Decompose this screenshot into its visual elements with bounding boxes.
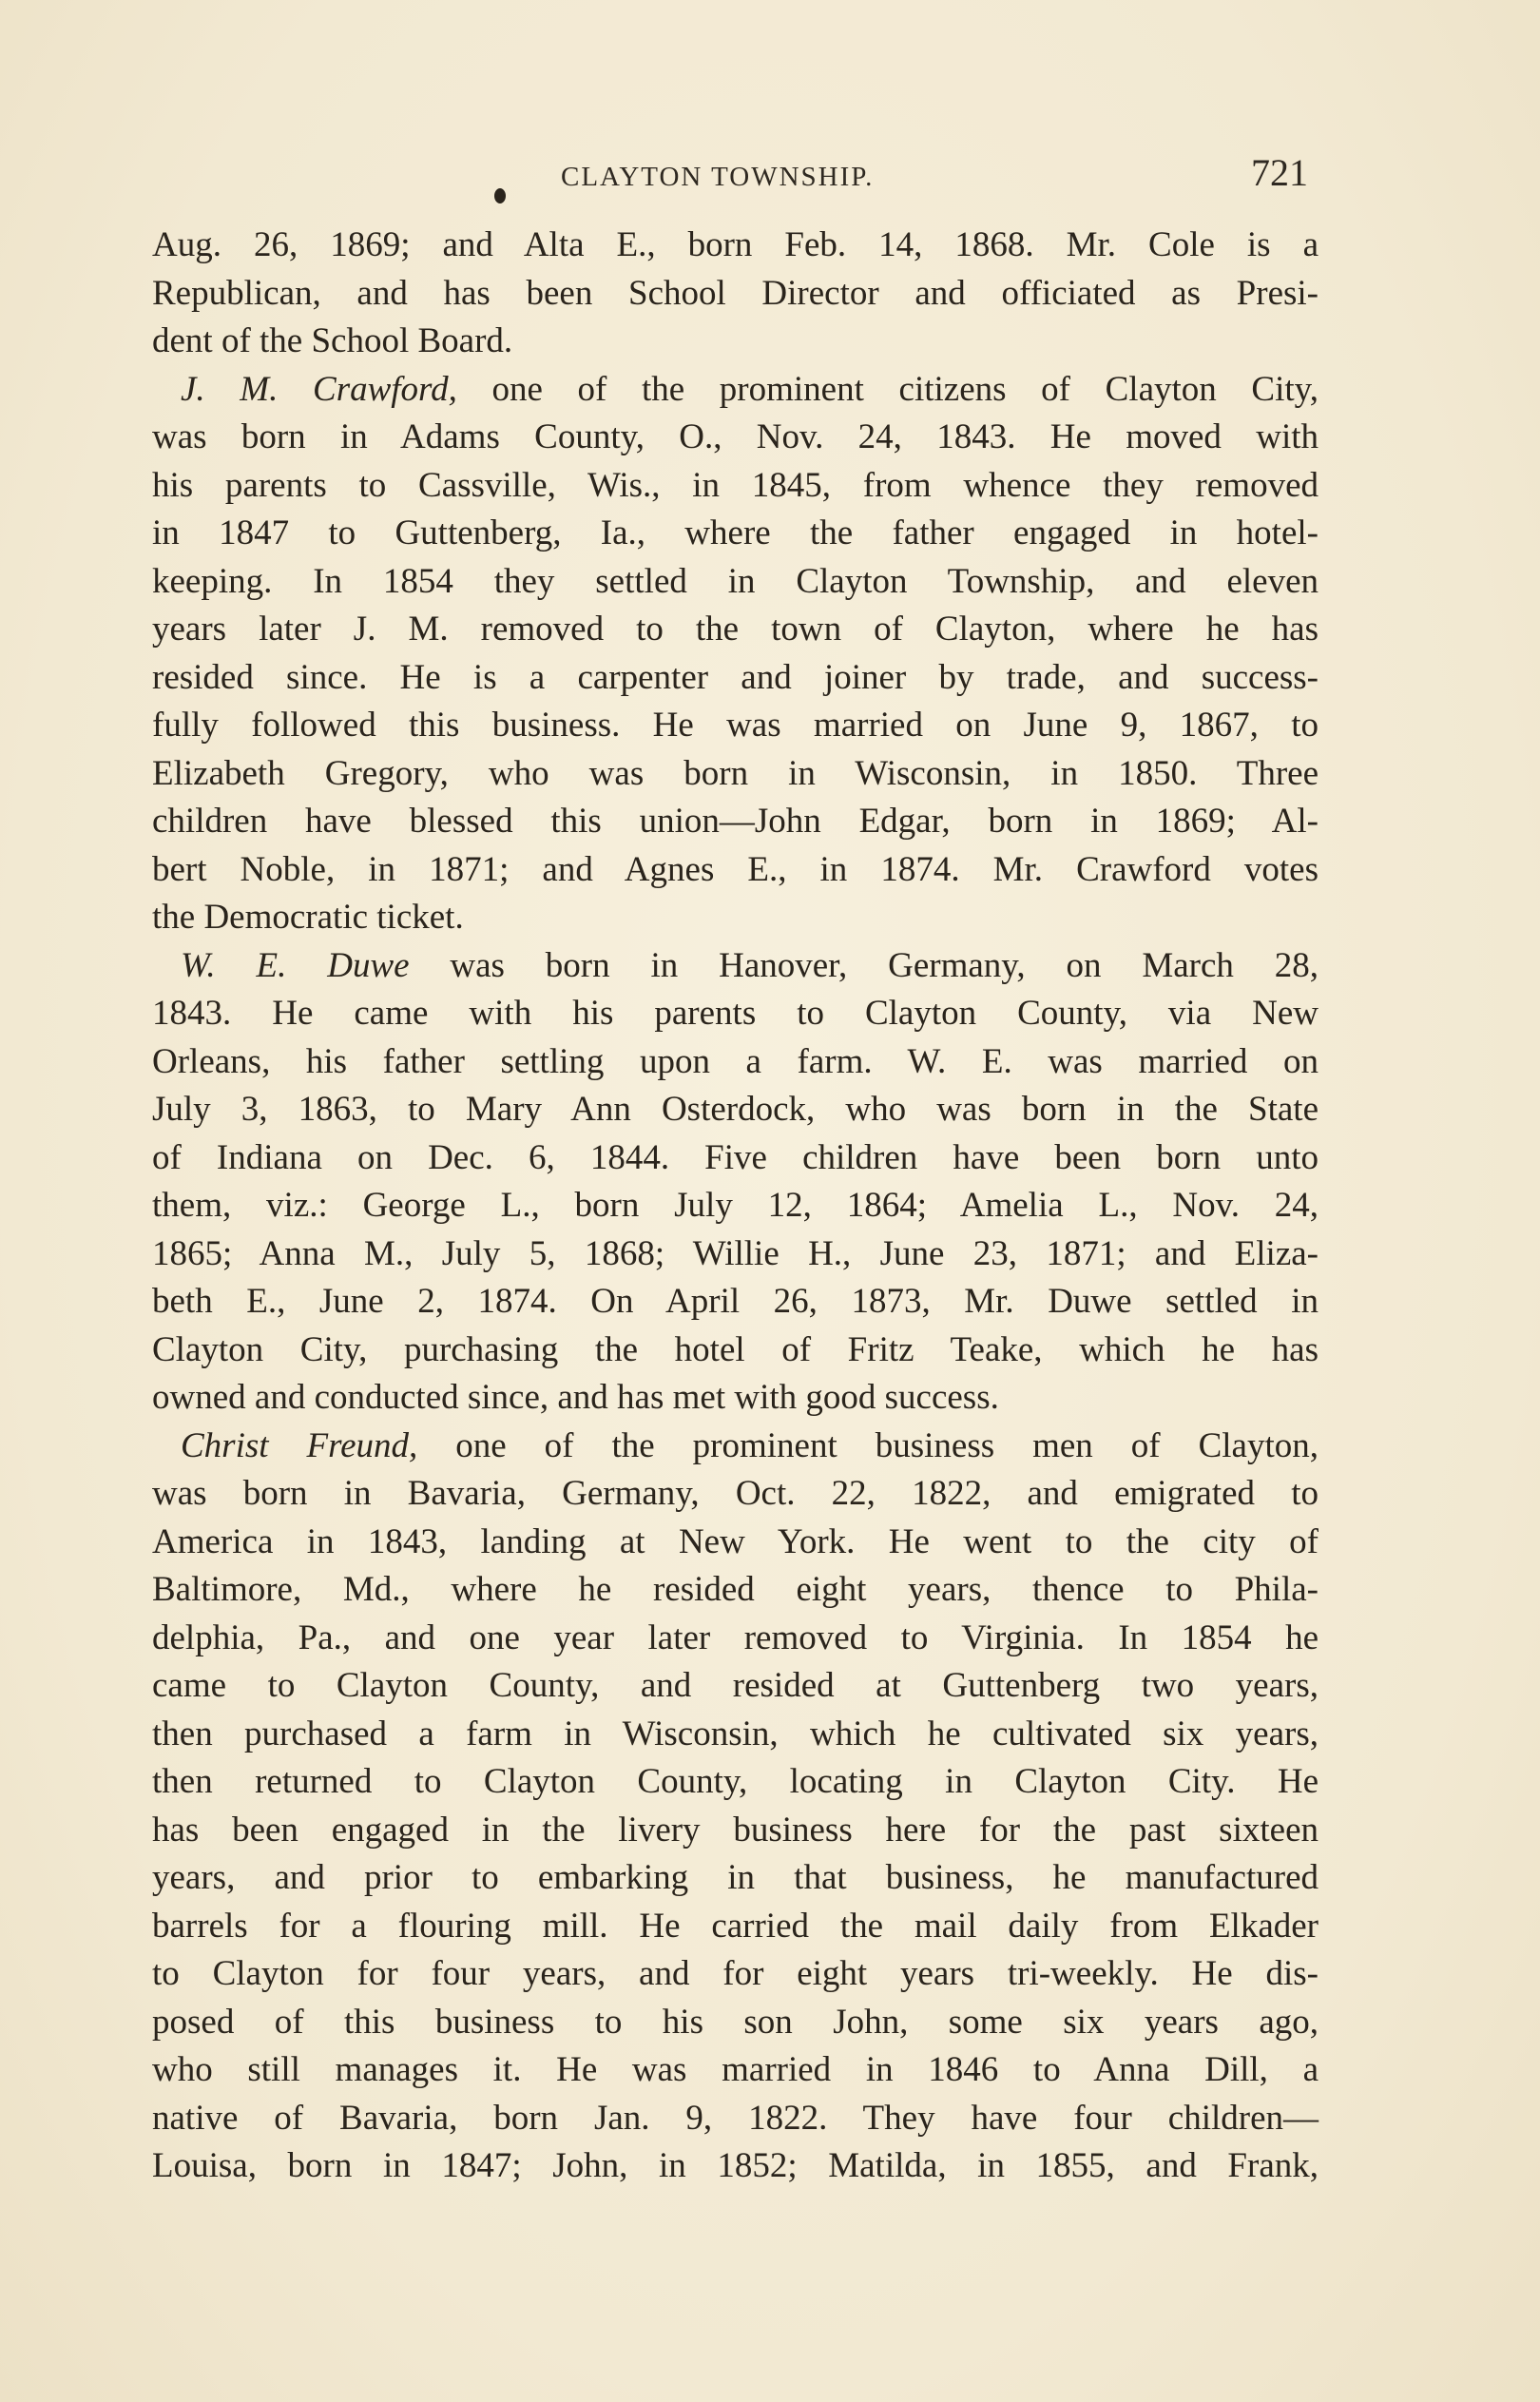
text-run: one of the prominent business men of Clayton, xyxy=(417,1425,1319,1465)
person-name: J. M. Crawford, xyxy=(181,369,457,409)
body-text xyxy=(152,222,1319,2191)
text-line: Aug. 26, 1869; and Alta E., born Feb. 14, 1868. Mr. Cole is a xyxy=(152,225,1319,264)
paragraph-first-line xyxy=(152,1423,1319,1471)
text-line: years, and prior to embarking in that business, he manufactured xyxy=(152,1858,1319,1897)
text-line: Elizabeth Gregory, who was born in Wisconsin, in 1850. Three xyxy=(152,753,1319,793)
text-line: 1843. He came with his parents to Clayton County, via New xyxy=(152,994,1319,1033)
text-line: of Indiana on Dec. 6, 1844. Five children have been born unto xyxy=(152,1137,1319,1177)
text-line: Clayton City, purchasing the hotel of Fritz Teake, which he has xyxy=(152,1329,1319,1369)
text-line: native of Bavaria, born Jan. 9, 1822. They have four children— xyxy=(152,2098,1319,2138)
text-line: his parents to Cassville, Wis., in 1845, from whence they removed xyxy=(152,465,1319,505)
paragraph-first-line xyxy=(152,366,1319,415)
text-line: Republican, and has been School Director and officiated as Presi- xyxy=(152,273,1319,313)
text-line: owned and conducted since, and has met with good success. xyxy=(152,1378,999,1417)
text-line: years later J. M. removed to the town of Clayton, where he has xyxy=(152,610,1319,649)
text-run: was born in Hanover, Germany, on March 28, xyxy=(409,945,1319,985)
text-line: then returned to Clayton County, locating in Clayton City. He xyxy=(152,1762,1319,1801)
text-line: the Democratic ticket. xyxy=(152,898,464,937)
paragraph-first-line xyxy=(152,942,1319,991)
text-line: America in 1843, landing at New York. He went to the city of xyxy=(152,1521,1319,1561)
text-line: barrels for a flouring mill. He carried the mail daily from Elkader xyxy=(152,1906,1319,1946)
text-line: came to Clayton County, and resided at Guttenberg two years, xyxy=(152,1666,1319,1705)
running-head: CLAYTON TOWNSHIP. xyxy=(561,162,875,192)
page-number: 721 xyxy=(1251,151,1308,194)
text-line: them, viz.: George L., born July 12, 1864; Amelia L., Nov. 24, xyxy=(152,1186,1319,1225)
text-line: July 3, 1863, to Mary Ann Osterdock, who was born in the State xyxy=(152,1090,1319,1129)
text-line: beth E., June 2, 1874. On April 26, 1873, Mr. Duwe settled in xyxy=(152,1282,1319,1321)
text-line: Orleans, his father settling upon a farm. W. E. was married on xyxy=(152,1041,1319,1081)
page-header xyxy=(0,150,1540,207)
text-line: resided since. He is a carpenter and joiner by trade, and success- xyxy=(152,657,1319,697)
text-line: dent of the School Board. xyxy=(152,321,513,360)
text-line: then purchased a farm in Wisconsin, which he cultivated six years, xyxy=(152,1714,1319,1753)
text-line: keeping. In 1854 they settled in Clayton Township, and eleven xyxy=(152,561,1319,601)
person-name: W. E. Duwe xyxy=(181,945,410,985)
text-line: has been engaged in the livery business here for the past sixteen xyxy=(152,1810,1319,1850)
text-line: in 1847 to Guttenberg, Ia., where the father engaged in hotel- xyxy=(152,513,1319,552)
text-line: was born in Adams County, O., Nov. 24, 1843. He moved with xyxy=(152,417,1319,456)
person-name: Christ Freund, xyxy=(181,1425,418,1465)
text-line: bert Noble, in 1871; and Agnes E., in 1874. Mr. Crawford votes xyxy=(152,849,1319,889)
text-line: posed of this business to his son John, some six years ago, xyxy=(152,2002,1319,2042)
text-line: delphia, Pa., and one year later removed to Virginia. In 1854 he xyxy=(152,1617,1319,1657)
text-line: Louisa, born in 1847; John, in 1852; Matilda, in 1855, and Frank, xyxy=(152,2146,1319,2185)
text-line: who still manages it. He was married in 1846 to Anna Dill, a xyxy=(152,2050,1319,2089)
text-line: Baltimore, Md., where he resided eight years, thence to Phila- xyxy=(152,1570,1319,1609)
ink-blot xyxy=(494,188,506,203)
text-line: was born in Bavaria, Germany, Oct. 22, 1822, and emigrated to xyxy=(152,1474,1319,1513)
text-run: one of the prominent citizens of Clayton City, xyxy=(456,369,1319,409)
text-line: 1865; Anna M., July 5, 1868; Willie H., June 23, 1871; and Eliza- xyxy=(152,1233,1319,1273)
text-line: children have blessed this union—John Edgar, born in 1869; Al- xyxy=(152,802,1319,841)
text-line: to Clayton for four years, and for eight years tri-weekly. He dis- xyxy=(152,1954,1319,1993)
text-line: fully followed this business. He was married on June 9, 1867, to xyxy=(152,706,1319,745)
